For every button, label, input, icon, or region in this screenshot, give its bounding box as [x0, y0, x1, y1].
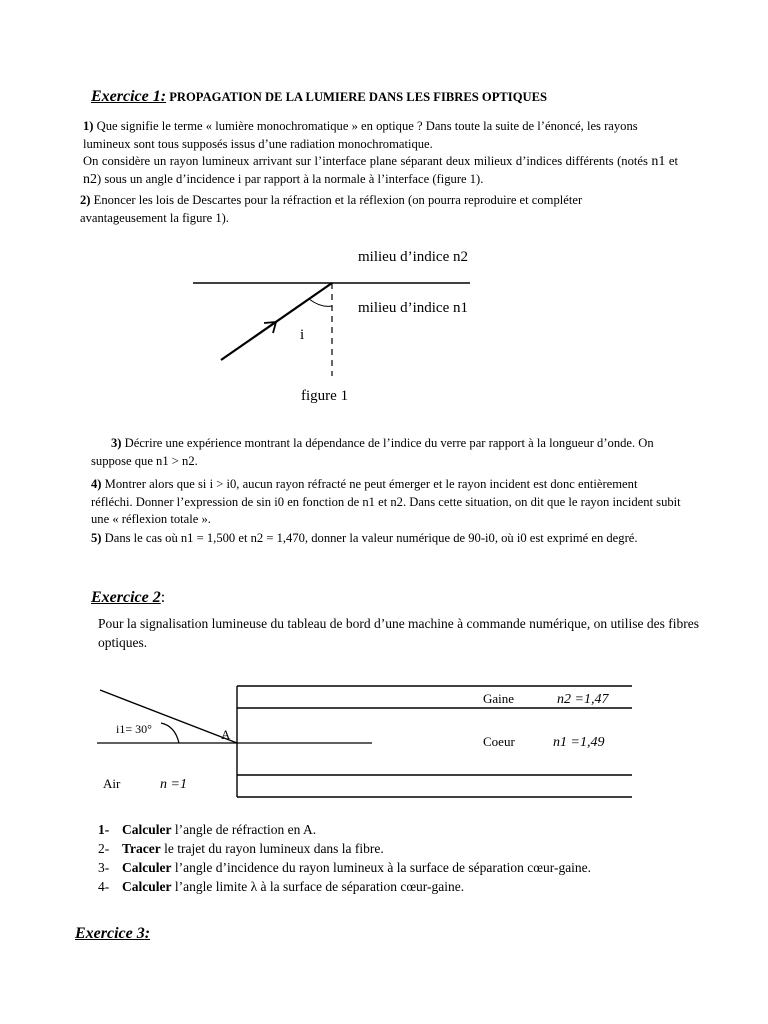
question-verb: Calculer [122, 822, 172, 837]
q5-number: 5) [91, 531, 102, 545]
ex2-intro: Pour la signalisation lumineuse du tableau de bord d’une machine à commande numérique, on utilise des fibres optiques. [98, 616, 699, 650]
n1-symbol: n1 [651, 154, 666, 169]
angle-i1-label: i1= 30° [116, 722, 152, 736]
list-item [98, 839, 591, 858]
ex1-q1 [83, 118, 683, 153]
intro-et: et [665, 154, 678, 168]
ex1-title-word: Exercice 1: [91, 88, 167, 105]
ex3-title [75, 925, 150, 943]
angle-arc [161, 723, 179, 743]
intro-text-a: On considère un rayon lumineux arrivant sur l’interface plane séparant deux milieux d’indices différents (notés [83, 154, 652, 168]
ex2-question-list [98, 820, 591, 896]
gaine-label: Gaine [483, 691, 515, 706]
q4-number: 4) [91, 477, 102, 491]
ex1-q2 [80, 192, 600, 227]
ex2-title [91, 589, 165, 607]
q2-text: Enoncer les lois de Descartes pour la réfraction et la réflexion (on pourra reproduire et compléter avantageusement la figure 1). [80, 193, 583, 225]
question-number: 4- [98, 879, 110, 894]
angle-i-label: i [300, 327, 305, 343]
figure-caption: figure 1 [301, 388, 349, 404]
q1-text: Que signifie le terme « lumière monochromatique » en optique ? Dans toute la suite de l’énoncé, les rayons lumineux sont tous supposés issus d’une radiation monochromatique. [83, 119, 638, 151]
ex3-title-colon: : [144, 925, 151, 942]
angle-arc [309, 299, 332, 306]
coeur-index: n1 =1,49 [553, 735, 605, 750]
question-text: le trajet du rayon lumineux dans la fibre. [160, 841, 384, 856]
q4-text: Montrer alors que si i > i0, aucun rayon réfracté ne peut émerger et le rayon incident est donc entièrement réfléchi. Donner l’expression de sin i0 en fonction de n1 et n2. Dans cette situation, on dit que le rayon incident subit une « réflexion totale ». [91, 477, 681, 526]
list-item [98, 820, 591, 839]
ex1-title-text: PROPAGATION DE LA LUMIERE DANS LES FIBRES OPTIQUES [166, 90, 547, 104]
list-item [98, 858, 591, 877]
q3-number: 3) [111, 436, 122, 450]
question-number: 1- [98, 822, 110, 837]
figure-1 [185, 236, 525, 411]
medium-n2-label: milieu d’indice n2 [358, 249, 468, 265]
ex1-q3 [91, 435, 681, 470]
coeur-label: Coeur [483, 734, 515, 749]
ex1-title [91, 88, 547, 106]
ex2-title-word: Exercice 2 [91, 589, 161, 606]
question-text: l’angle de réfraction en A. [171, 822, 317, 837]
gaine-index: n2 =1,47 [557, 692, 609, 707]
q5-text: Dans le cas où n1 = 1,500 et n2 = 1,470, donner la valeur numérique de 90-i0, où i0 est exprimé en degré. [101, 531, 638, 545]
figure-2 [95, 676, 745, 806]
question-number: 2- [98, 841, 110, 856]
intro-text-b: ) sous un angle d’incidence i par rapport à la normale à l’interface (figure 1). [97, 171, 484, 186]
medium-n1-label: milieu d’indice n1 [358, 300, 468, 316]
question-text: l’angle limite λ à la surface de séparation cœur-gaine. [171, 879, 465, 894]
q2-number: 2) [80, 193, 91, 207]
ex3-title-word: Exercice 3 [75, 925, 145, 942]
ex1-q4 [91, 476, 681, 529]
ex1-intro [83, 153, 678, 188]
air-index: n =1 [160, 777, 187, 792]
question-text: l’angle d’incidence du rayon lumineux à la surface de séparation cœur-gaine. [171, 860, 592, 875]
air-label: Air [103, 776, 121, 791]
q1-number: 1) [83, 119, 94, 133]
ex1-q5 [91, 530, 681, 548]
point-a-label: A [221, 727, 231, 742]
ex2-title-colon: : [160, 589, 166, 606]
question-verb: Calculer [122, 879, 172, 894]
question-number: 3- [98, 860, 110, 875]
question-verb: Tracer [122, 841, 161, 856]
question-verb: Calculer [122, 860, 172, 875]
n2-symbol: n2 [83, 171, 97, 187]
list-item [98, 877, 591, 896]
q3-text: Décrire une expérience montrant la dépendance de l’indice du verre par rapport à la longueur d’onde. On suppose que n1 > n2. [91, 436, 654, 468]
